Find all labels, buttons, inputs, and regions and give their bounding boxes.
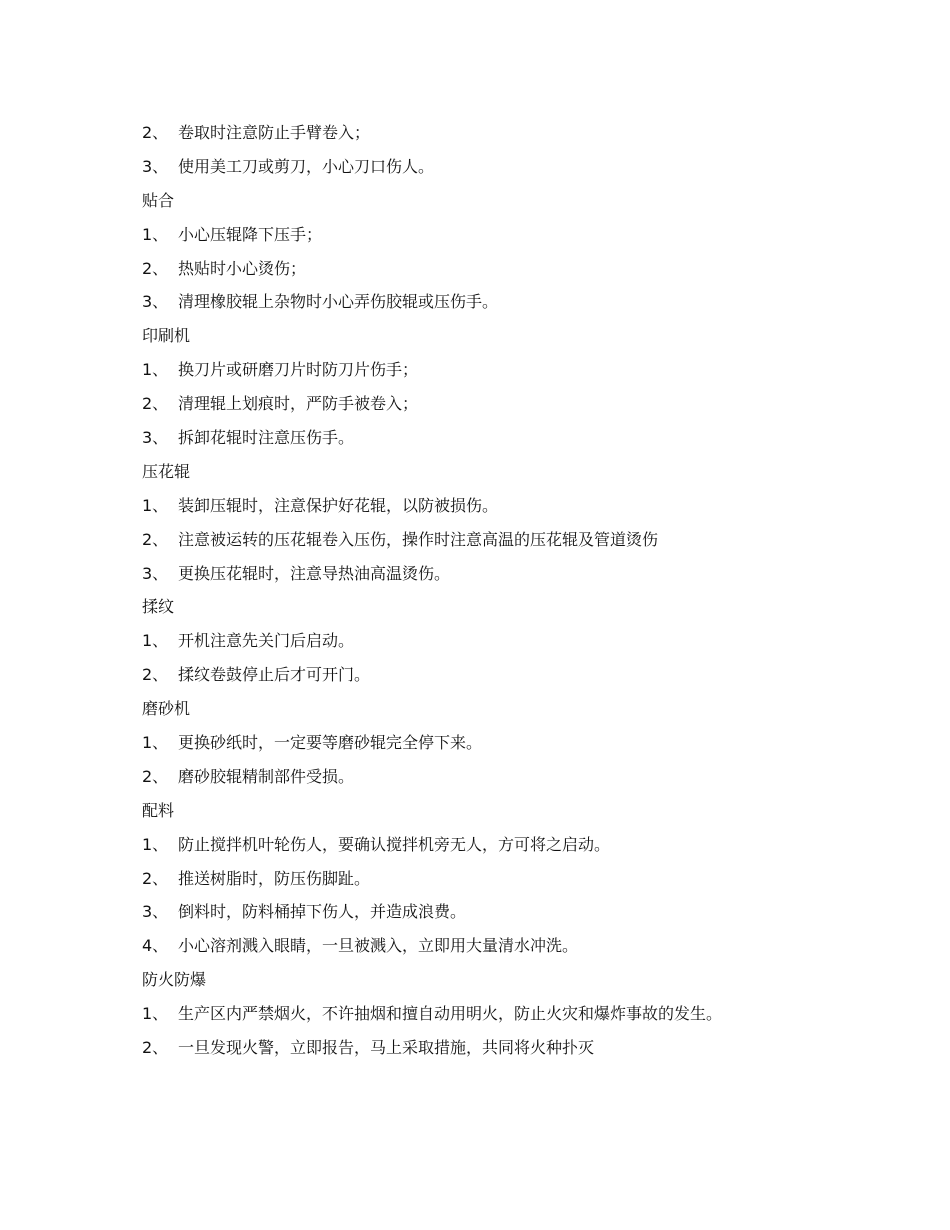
list-item <box>142 658 842 692</box>
section-heading <box>142 963 842 997</box>
list-item-text: 生产区内严禁烟火，不许抽烟和擅自动用明火，防止火灾和爆炸事故的发生。 <box>178 1004 723 1024</box>
section-heading <box>142 319 842 353</box>
section-heading-text: 防火防爆 <box>142 970 207 990</box>
list-item-number: 1、 <box>142 360 169 380</box>
list-item-text: 注意被运转的压花辊卷入压伤，操作时注意高温的压花辊及管道烫伤 <box>178 529 659 549</box>
list-item <box>142 218 842 252</box>
list-item-number: 1、 <box>142 631 169 651</box>
list-item-number: 3、 <box>142 902 169 922</box>
list-item-number: 3、 <box>142 292 169 312</box>
list-item-number: 2、 <box>142 868 169 888</box>
section-heading <box>142 455 842 489</box>
list-item-number: 1、 <box>142 834 169 854</box>
list-item-text: 换刀片或研磨刀片时防刀片伤手； <box>178 360 419 380</box>
list-item <box>142 828 842 862</box>
list-item-text: 使用美工刀或剪刀，小心刀口伤人。 <box>178 156 435 176</box>
list-item <box>142 252 842 286</box>
list-item-number: 1、 <box>142 495 169 515</box>
section-heading <box>142 184 842 218</box>
list-item-number: 3、 <box>142 156 169 176</box>
list-item-text: 更换压花辊时，注意导热油高温烫伤。 <box>178 563 451 583</box>
list-item-number: 1、 <box>142 733 169 753</box>
list-item-number: 2、 <box>142 258 169 278</box>
list-item-text: 推送树脂时，防压伤脚趾。 <box>178 868 371 888</box>
section-heading <box>142 794 842 828</box>
section-heading-text: 配料 <box>142 800 175 820</box>
list-item <box>142 353 842 387</box>
section-heading <box>142 692 842 726</box>
list-item-number: 3、 <box>142 428 169 448</box>
list-item-text: 一旦发现火警，立即报告，马上采取措施，共同将火种扑灭 <box>178 1038 595 1058</box>
section-heading-text: 印刷机 <box>142 326 191 346</box>
list-item <box>142 997 842 1031</box>
list-item <box>142 862 842 896</box>
list-item <box>142 489 842 523</box>
list-item-text: 小心压辊降下压手； <box>178 224 323 244</box>
list-item-number: 2、 <box>142 665 169 685</box>
list-item-text: 磨砂胶辊精制部件受损。 <box>178 766 355 786</box>
list-item-number: 2、 <box>142 394 169 414</box>
list-item-text: 装卸压辊时，注意保护好花辊，以防被损伤。 <box>178 495 499 515</box>
list-item <box>142 116 842 150</box>
list-item-number: 2、 <box>142 123 169 142</box>
list-item-text: 开机注意先关门后启动。 <box>178 631 355 651</box>
list-item-text: 热贴时小心烫伤； <box>178 258 307 278</box>
list-item-text: 更换砂纸时，一定要等磨砂辊完全停下来。 <box>178 733 483 753</box>
list-item-text: 防止搅拌机叶轮伤人，要确认搅拌机旁无人，方可将之启动。 <box>178 834 611 854</box>
list-item-number: 2、 <box>142 529 169 549</box>
list-item-text: 清理橡胶辊上杂物时小心弄伤胶辊或压伤手。 <box>178 292 499 312</box>
section-heading-text: 贴合 <box>142 190 175 210</box>
list-item <box>142 523 842 557</box>
list-item-text: 清理辊上划痕时，严防手被卷入； <box>178 394 419 414</box>
list-item-text: 小心溶剂溅入眼睛，一旦被溅入，立即用大量清水冲洗。 <box>178 936 579 956</box>
list-item <box>142 895 842 929</box>
list-item-number: 2、 <box>142 1038 169 1058</box>
list-item <box>142 1031 842 1065</box>
list-item <box>142 929 842 963</box>
document-body <box>142 116 842 1065</box>
list-item <box>142 557 842 591</box>
list-item-number: 2、 <box>142 766 169 786</box>
section-heading-text: 压花辊 <box>142 461 191 481</box>
list-item <box>142 150 842 184</box>
list-item-number: 1、 <box>142 224 169 244</box>
list-item <box>142 387 842 421</box>
list-item <box>142 726 842 760</box>
list-item <box>142 760 842 794</box>
section-heading <box>142 590 842 624</box>
list-item-number: 4、 <box>142 936 169 956</box>
list-item-text: 卷取时注意防止手臂卷入； <box>178 123 371 142</box>
list-item-number: 3、 <box>142 563 169 583</box>
list-item-text: 倒料时，防料桶掉下伤人，并造成浪费。 <box>178 902 467 922</box>
list-item-text: 揉纹卷鼓停止后才可开门。 <box>178 665 371 685</box>
list-item <box>142 421 842 455</box>
list-item <box>142 624 842 658</box>
list-item-text: 拆卸花辊时注意压伤手。 <box>178 428 355 448</box>
list-item <box>142 285 842 319</box>
list-item-number: 1、 <box>142 1004 169 1024</box>
section-heading-text: 揉纹 <box>142 597 175 617</box>
section-heading-text: 磨砂机 <box>142 699 191 719</box>
